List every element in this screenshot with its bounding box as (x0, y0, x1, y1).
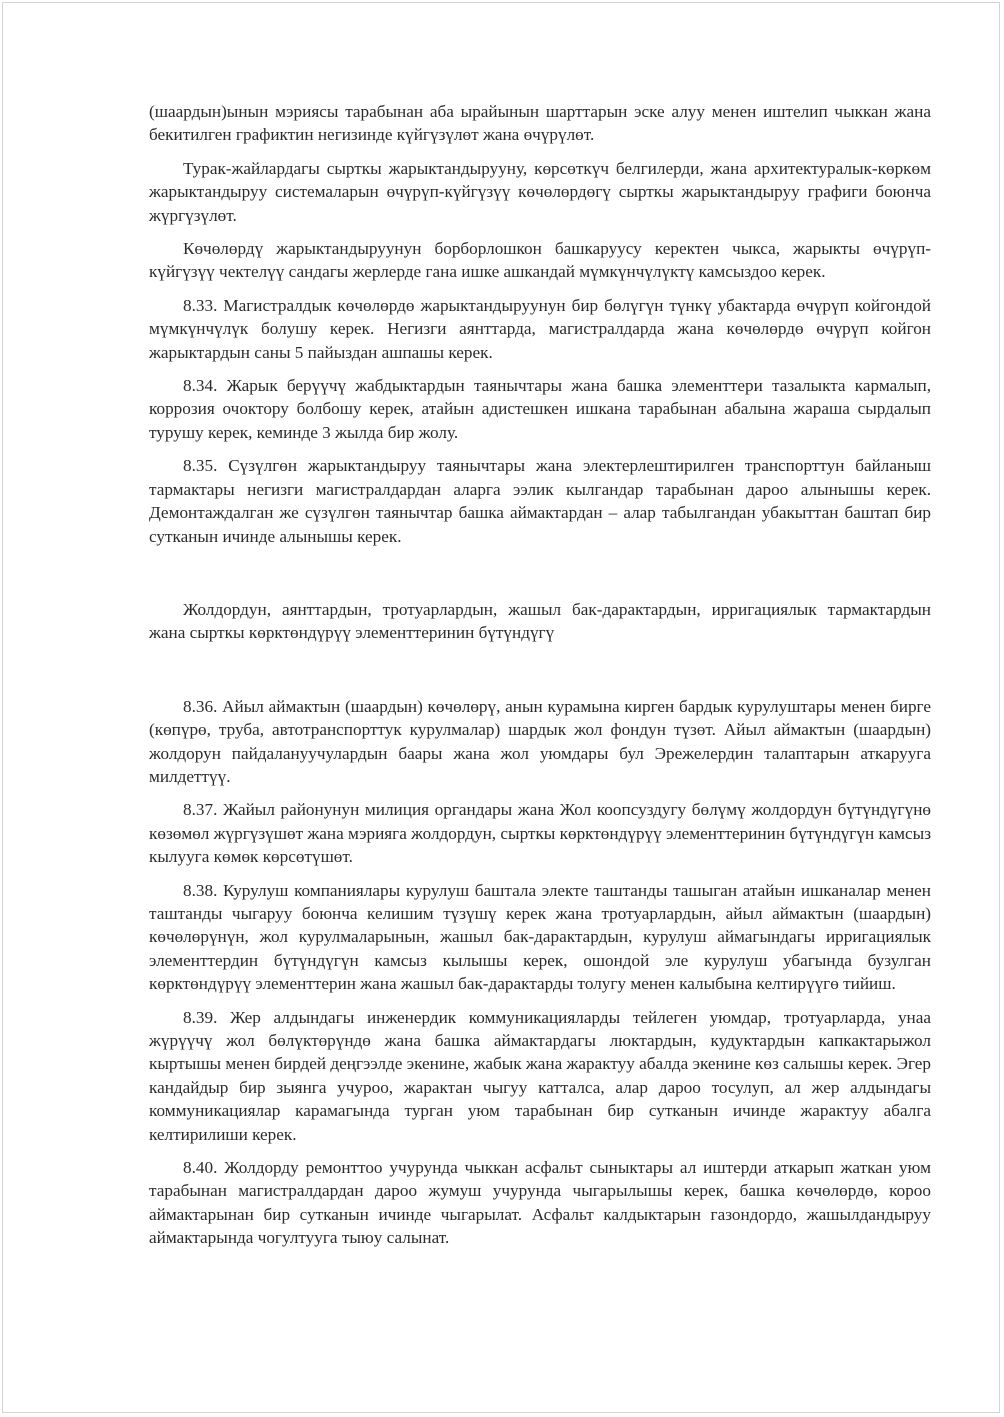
document-body (149, 100, 931, 1260)
paragraph-8-34: 8.34. Жарык берүүчү жабдыктардын таянычтары жана башка элементтери тазалыкта кармалып, коррозия очоктору болбошу керек, атайын адистешкен ишкана тарабынан абалына жараша сырдалып турушу керек, кеминде 3 жылда бир жолу. (149, 376, 931, 442)
paragraph-8-40: 8.40. Жолдорду ремонттоо учурунда чыккан асфальт сыныктары ал иштерди аткарып жаткан уюм тарабынан магистралдардан дароо жумуш учурунда чыгарылышы керек, башка көчөлөрдө, короо аймактарынан бир сутканын ичинде чыгарылат. Асфальт калдыктарын газондордо, жашылдандыруу аймактарында чогултууга тыюу салынат. (149, 1158, 931, 1248)
paragraph-8-36: 8.36. Айыл аймактын (шаардын) көчөлөрү, анын курамына кирген бардык курулуштары менен бирге (көпүрө, труба, автотранспорттук курулмалар) шардык жол фондун түзөт. Айыл аймактын (шаардын) жолдорун пайдалануучулардын баары жана жол уюмдары бул Эрежелердин талаптарын аткарууга милдеттүү. (149, 696, 931, 786)
paragraph-street-lighting-schedule: Турак-жайлардагы сырткы жарыктандырууну, көрсөткүч белгилерди, жана архитектуралык-көркөм жарыктандыруу системаларын өчүрүп-күйгүзүү көчөлөрдөгү сырткы жарыктандыруу графиги боюнча жүргүзүлөт. (149, 158, 931, 225)
paragraph-8-33: 8.33. Магистралдык көчөлөрдө жарыктандыруунун бир бөлүгүн түнкү убактарда өчүрүп койгондой мүмкүнчүлүк болушу керек. Негизги аянттарда, магистралдарда жана көчөлөрдө өчүрүп койгон жарыктардын саны 5 пайыздан ашпашы керек. (149, 295, 931, 362)
paragraph-8-38: 8.38. Курулуш компаниялары курулуш баштала электе таштанды ташыган атайын ишканалар менен таштанды чыгаруу боюнча келишим түзүшү керек жана тротуарлардын, айыл аймактын (шаардын) көчөлөрүнүн, жол курулмаларынын, жашыл бак-дарактардын, курулуш аймагындагы ирригациялык элементтердин бүтүндүгүн камсыз кылышы керек, ошондой эле курулуш убагында бузулган көрктөндүрүү элементтерин жана жашыл бак-дарактарды толугу менен калыбына келтирүүгө тийиш. (149, 880, 931, 994)
paragraph-continuation: (шаардын)ынын мэриясы тарабынан аба ырайынын шарттарын эске алуу менен иштелип чыккан жана бекитилген графиктин негизинде күйгүзүлөт жана өчүрүлөт. (149, 102, 931, 145)
paragraph-8-37: 8.37. Жайыл районунун милиция органдары жана Жол коопсуздугу бөлүмү жолдордун бүтүндүгүнө көзөмөл жүргүзүшөт жана мэрияга жолдордун, сырткы көрктөндүрүү элементтеринин бүтүндүгүн камсыз кылууга көмөк көрсөтүшөт. (149, 800, 932, 867)
paragraph-8-35: 8.35. Сүзүлгөн жарыктандыруу таянычтары жана электерлештирилген транспорттун байланыш тармактары негизги магистралдардан аларга ээлик кылгандар тарабынан дароо алынышы керек. Демонтаждалган же сүзүлгөн таянычтар башка аймактардан – алар табылгандан убакыттан баштап бир сутканын ичинде алынышы керек. (149, 456, 931, 546)
document-page (2, 2, 1000, 1413)
paragraph-centralized-control: Көчөлөрдү жарыктандыруунун борборлошкон башкаруусу керектен чыкса, жарыкты өчүрүп-күйгүзүү чектелүү сандагы жерлерде гана ишке ашкандай мүмкүнчүлүктү камсыздоо керек. (149, 239, 931, 282)
section-heading: Жолдордун, аянттардын, тротуарлардын, жашыл бак-дарактардын, ирригациялык тармактардын жана сырткы көрктөндүрүү элементтеринин бүтүндүгү (149, 599, 931, 643)
paragraph-8-39: 8.39. Жер алдындагы инженердик коммуникацияларды тейлеген уюмдар, тротуарларда, унаа жүрүүчү жол бөлүктөрүндө жана башка аймактардагы люктардын, кудуктардын капкактарыжол кыртышы менен бирдей деңгээлде экенине, жабык жана жарактуу абалда экенине көз салышы керек. Эгер кандайдыр бир зыянга учуроо, жарактан чыгуу катталса, алар дароо тосулуп, ал жер алдындагы коммуникациялар карамагында турган уюм тарабынан бир сутканын ичинде жарактуу абалга келтирилиши керек. (149, 1007, 931, 1144)
